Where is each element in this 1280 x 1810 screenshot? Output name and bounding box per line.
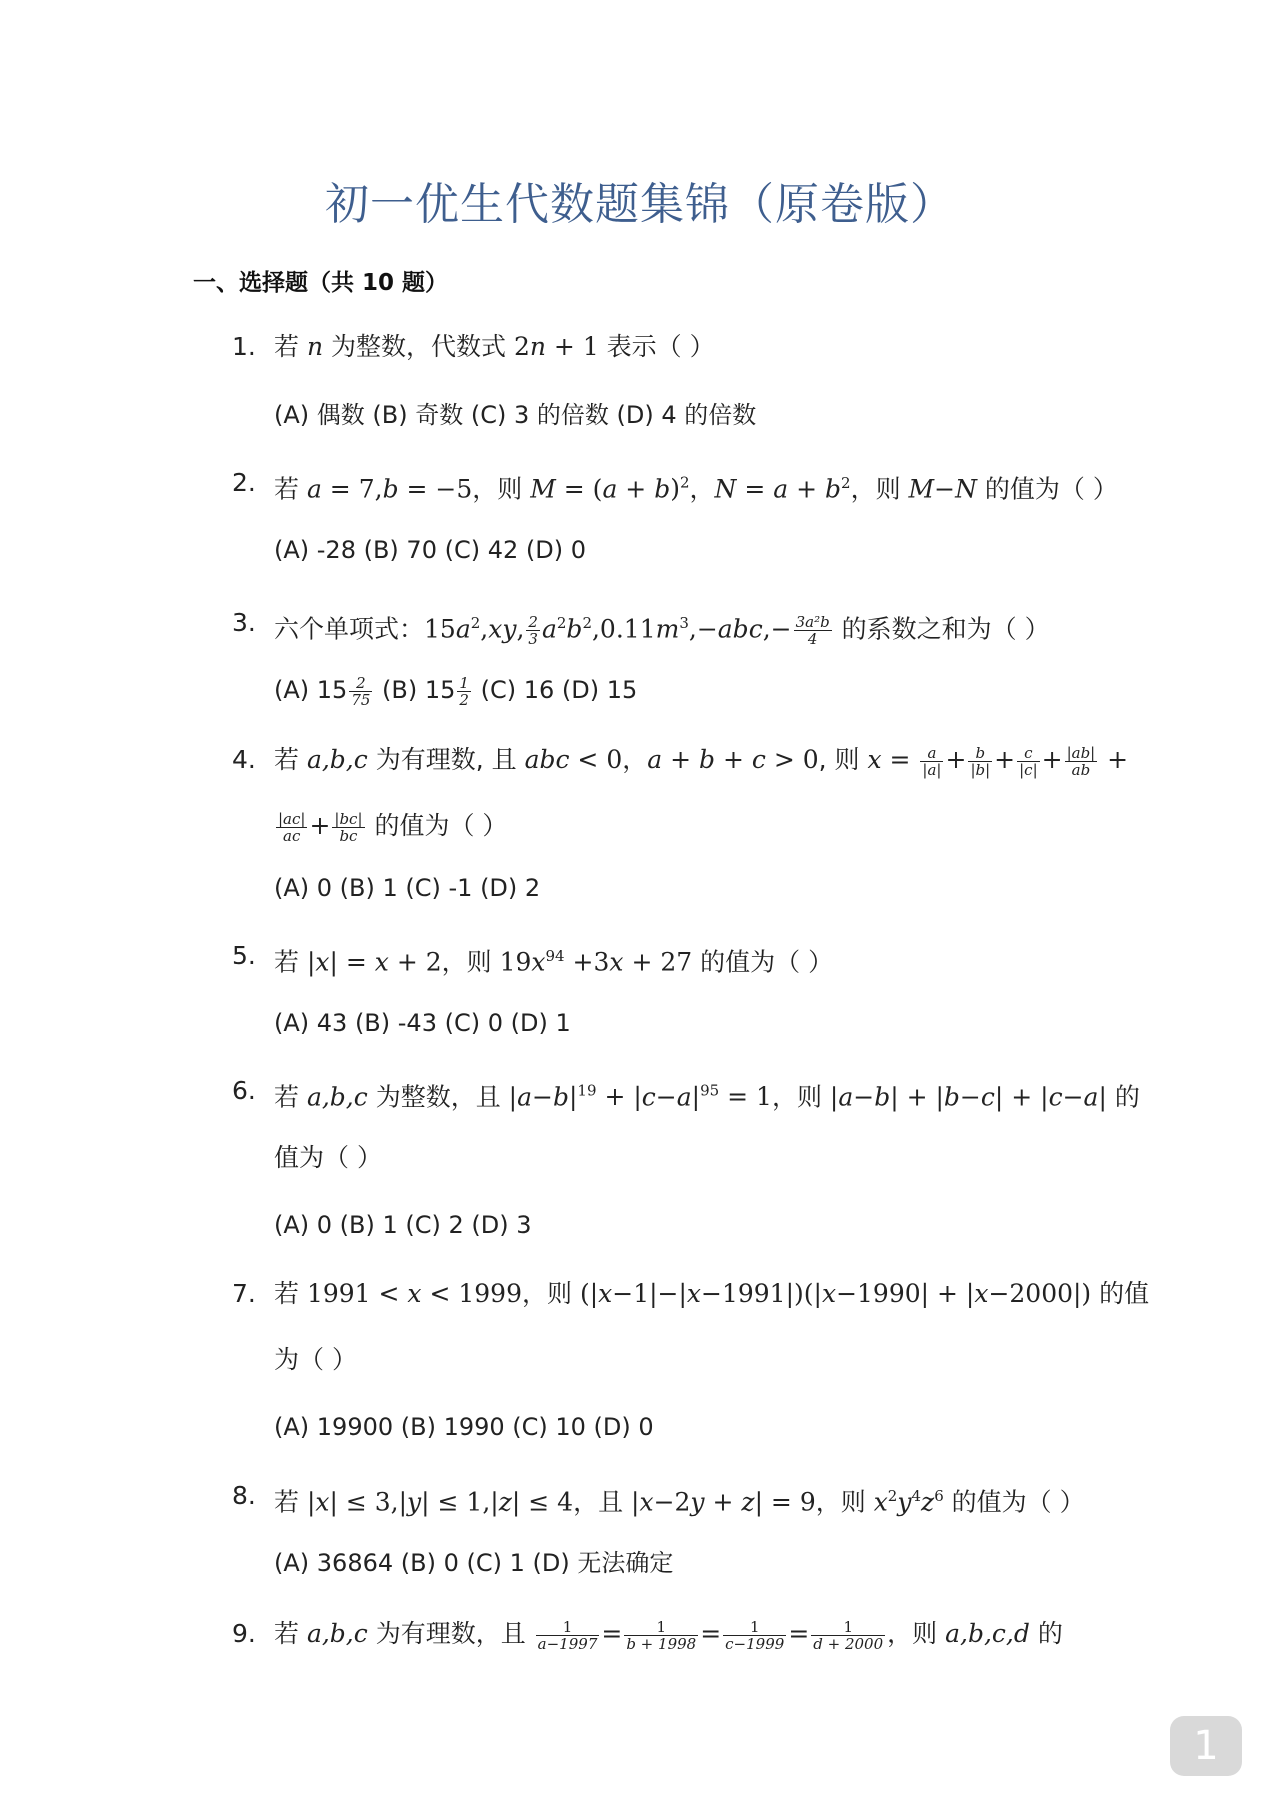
question-number: 3.	[232, 608, 256, 637]
question-number: 5.	[232, 941, 256, 970]
question-options: (A) 19900 (B) 1990 (C) 10 (D) 0	[274, 1413, 654, 1441]
question-options: (A) 15 $\frac{2}{75}$ (B) 15 $\frac{1}{2}$ (C) 16 (D) 15	[274, 673, 638, 709]
question-text: 若 |x| = x + 2，则 $19x^{94} +3x + 27$ 的值为（ ）	[274, 947, 834, 977]
question-text: 若 a,b,c 为整数，且 $|a-b|^{19} + |c-a|^{95} = 1$，则 |a−b| + |b−c| + |c−a| 的	[274, 1082, 1140, 1112]
question-number: 7.	[232, 1279, 256, 1308]
question-options: (A) 43 (B) -43 (C) 0 (D) 1	[274, 1009, 571, 1037]
question-text: 六个单项式：$15a^2,xy$, $\frac{2}{3}$ $a^2b^2,0.11m^3,-abc,-$ $\frac{\text{3a²b}}{4}$ 的系数之和为（ ）	[274, 612, 1050, 648]
question-text: 若 a,b,c 为有理数, 且 abc < 0，a + b + c > 0, 则 x = $\frac{a}{|a|}$ + $\frac{b}{|b|}$ + $\frac{c}{|c|}$ + $\frac{|ab|}{ab}$ +	[274, 743, 1129, 779]
question-text: 若 n 为整数，代数式 2n + 1 表示（ ）	[274, 332, 715, 361]
question-number: 8.	[232, 1481, 256, 1510]
question-text: 若 |x| ≤ 3,|y| ≤ 1,|z| ≤ 4，且 |x−2y + z| = 9，则 $x^2y^4z^6$ 的值为（ ）	[274, 1487, 1085, 1517]
question-text: 若 1991 < x < 1999，则 (|x−1|−|x−1991|)(|x−1990| + |x−2000|) 的值	[274, 1279, 1150, 1308]
question-options: (A) 0 (B) 1 (C) 2 (D) 3	[274, 1211, 532, 1239]
question-text-cont: 为（ ）	[274, 1345, 357, 1374]
question-number: 4.	[232, 745, 256, 774]
page-title: 初一优生代数题集锦（原卷版）	[325, 179, 955, 230]
page-number-badge: 1	[1170, 1716, 1242, 1776]
question-number: 1.	[232, 332, 256, 361]
question-number: 6.	[232, 1076, 256, 1105]
question-options: (A) -28 (B) 70 (C) 42 (D) 0	[274, 536, 586, 564]
question-options: (A) 36864 (B) 0 (C) 1 (D) 无法确定	[274, 1549, 674, 1577]
question-text: 若 a = 7,b = −5，则 $M = (a + b)^2$，$N = a + b^2$，则 M−N 的值为（ ）	[274, 474, 1118, 504]
question-options: (A) 偶数 (B) 奇数 (C) 3 的倍数 (D) 4 的倍数	[274, 401, 757, 429]
question-options: (A) 0 (B) 1 (C) -1 (D) 2	[274, 874, 541, 902]
question-number: 2.	[232, 468, 256, 497]
question-text-cont: $\frac{|ac|}{ac}$ + $\frac{|bc|}{bc}$ 的值为（ ）	[278, 809, 508, 845]
question-text-cont: 值为（ ）	[274, 1143, 382, 1172]
section-heading: 一、选择题（共 10 题）	[193, 270, 449, 296]
question-number: 9.	[232, 1619, 256, 1648]
question-text: 若 a,b,c 为有理数，且 $\frac{1}{a-1997}$ = $\frac{1}{b + 1998}$ = $\frac{1}{c-1999}$ = $\frac{1}{d + 2000}$ ，则 a,b,c,d 的	[274, 1617, 1063, 1653]
